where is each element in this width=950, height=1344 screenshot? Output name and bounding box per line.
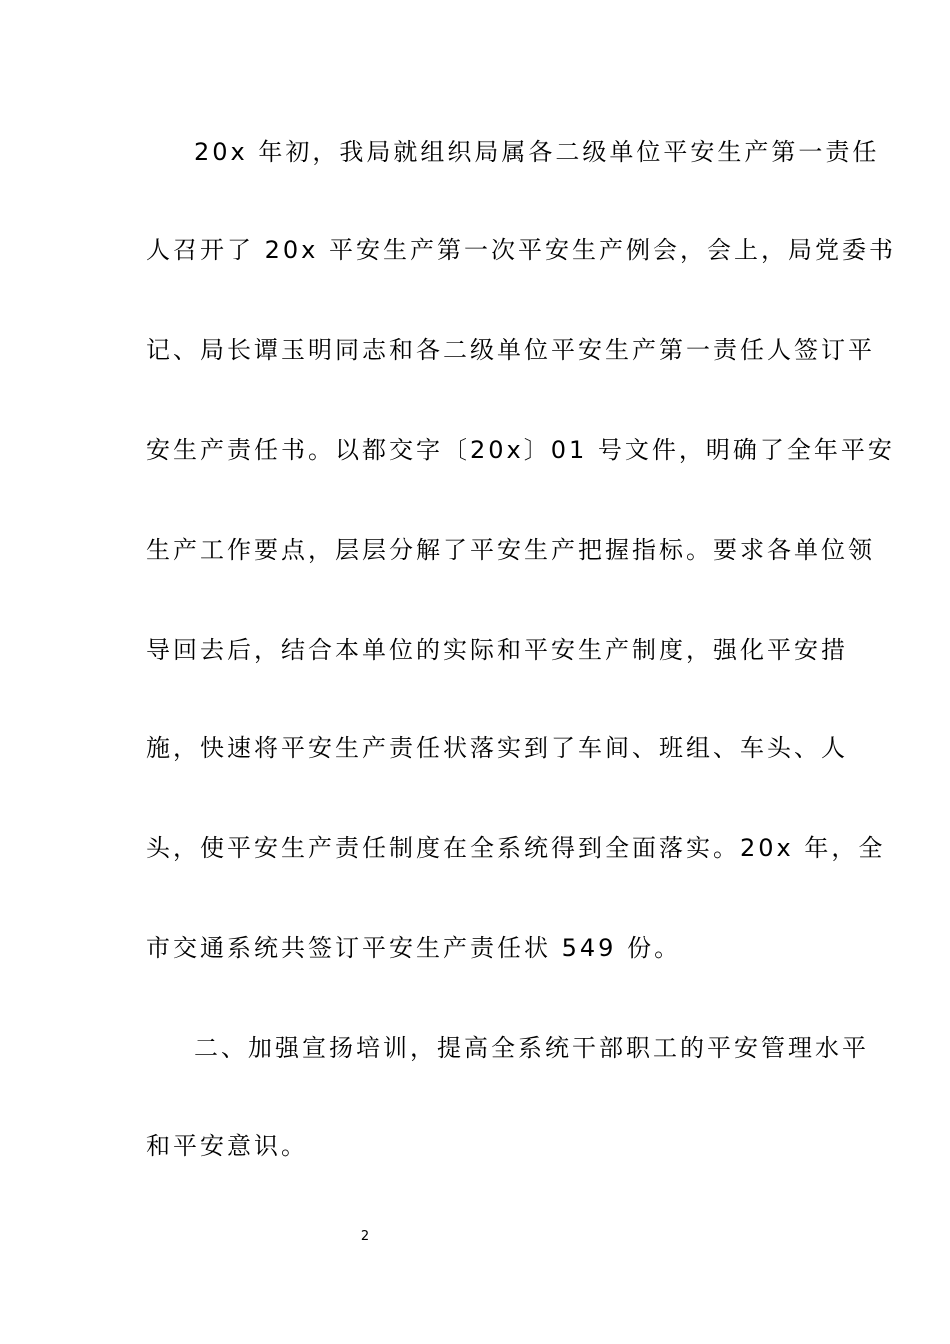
paragraph-1-line-7: 施，快速将平安生产责任状落实到了车间、班组、车头、人	[146, 734, 848, 762]
paragraph-1-line-2: 人召开了 20x 平安生产第一次平安生产例会，会上，局党委书	[146, 236, 896, 264]
paragraph-1-line-9: 市交通系统共签订平安生产责任状 549 份。	[146, 934, 682, 962]
paragraph-1-line-5: 生产工作要点，层层分解了平安生产把握指标。要求各单位领	[146, 536, 875, 564]
paragraph-2-line-1: 二、加强宣扬培训，提高全系统干部职工的平安管理水平	[194, 1034, 869, 1062]
paragraph-1-line-8: 头，使平安生产责任制度在全系统得到全面落实。20x 年，全	[146, 834, 886, 862]
paragraph-1-line-4: 安生产责任书。以都交字〔20x〕01 号文件，明确了全年平安	[146, 436, 895, 464]
paragraph-1-line-3: 记、局长谭玉明同志和各二级单位平安生产第一责任人签订平	[146, 336, 875, 364]
paragraph-1-line-1: 20x 年初，我局就组织局属各二级单位平安生产第一责任	[194, 138, 880, 166]
page-number: 2	[360, 1229, 370, 1244]
paragraph-2-line-2: 和平安意识。	[146, 1132, 308, 1160]
paragraph-1-line-6: 导回去后，结合本单位的实际和平安生产制度，强化平安措	[146, 636, 848, 664]
